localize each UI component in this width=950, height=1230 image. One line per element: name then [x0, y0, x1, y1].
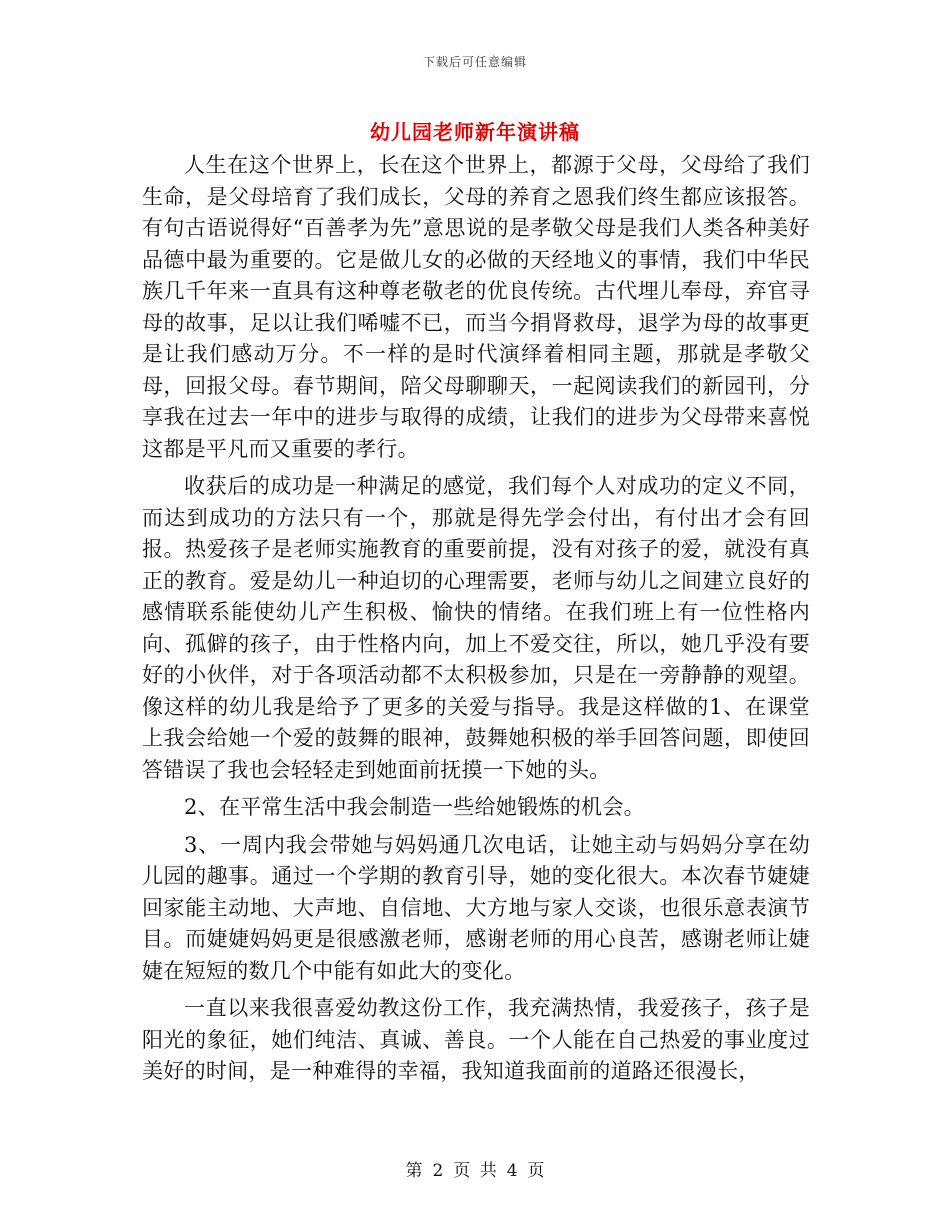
paragraph: 收获后的成功是一种满足的感觉，我们每个人对成功的定义不同，而达到成功的方法只有一个，那就是得先学会付出，有付出才会有回报。热爱孩子是老师实施教育的重要前提，没有对孩子的爱，就没有真正的教育。爱是幼儿一种迫切的心理需要，老师与幼儿之间建立良好的感情联系能使幼儿产生积极、愉快的情绪。在我们班上有一位性格内向、孤僻的孩子，由于性格内向，加上不爱交往，所以，她几乎没有要好的小伙伴，对于各项活动都不太积极参加，只是在一旁静静的观望。像这样的幼儿我是给予了更多的关爱与指导。我是这样做的1、在课堂上我会给她一个爱的鼓舞的眼神，鼓舞她积极的举手回答问题，即使回答错误了我也会轻轻走到她面前抚摸一下她的头。: [142, 474, 810, 782]
paragraph: 一直以来我很喜爱幼教这份工作，我充满热情，我爱孩子，孩子是阳光的象征，她们纯洁、真诚、善良。一个人能在自己热爱的事业度过美好的时间，是一种难得的幸福，我知道我面前的道路还很漫长，: [142, 996, 810, 1083]
footer-middle: 页 共: [453, 1161, 497, 1181]
header-note: 下载后可任意编辑: [422, 55, 527, 69]
paragraph: 人生在这个世界上，长在这个世界上，都源于父母，父母给了我们生命，是父母培育了我们成长，父母的养育之恩我们终生都应该报答。有句古语说得好“百善孝为先”意思说的是孝敬父母是我们人类各种美好品德中最为重要的。它是做儿女的必做的天经地义的事情，我们中华民族几千年来一直具有这种尊老敬老的优良传统。古代埋儿奉母，弃官寻母的故事，足以让我们唏嘘不已，而当今捐肾救母，退学为母的故事更是让我们感动万分。不一样的是时代演绎着相同主题，那就是孝敬父母，回报父母。春节期间，陪父母聊聊天，一起阅读我们的新园刊，分享我在过去一年中的进步与取得的成绩，让我们的进步为父母带来喜悦这都是平凡而又重要的孝行。: [142, 153, 810, 461]
page-footer: [0, 1156, 950, 1181]
footer-page-number: 2: [432, 1161, 444, 1181]
footer-total-pages: 4: [506, 1161, 518, 1181]
document-title: 幼儿园老师新年演讲稿: [370, 120, 580, 144]
document-body: [142, 150, 810, 1094]
footer-prefix: 第: [405, 1161, 423, 1181]
paragraph: 3、一周内我会带她与妈妈通几次电话，让她主动与妈妈分享在幼儿园的趣事。通过一个学期的教育引导，她的变化很大。本次春节婕婕回家能主动地、大声地、自信地、大方地与家人交谈，也很乐意表演节目。而婕婕妈妈更是很感激老师，感谢老师的用心良苦，感谢老师让婕婕在短短的数几个中能有如此大的变化。: [142, 832, 810, 983]
paragraph: 2、在平常生活中我会制造一些给她锻炼的机会。: [184, 795, 645, 819]
footer-suffix: 页: [527, 1161, 545, 1181]
